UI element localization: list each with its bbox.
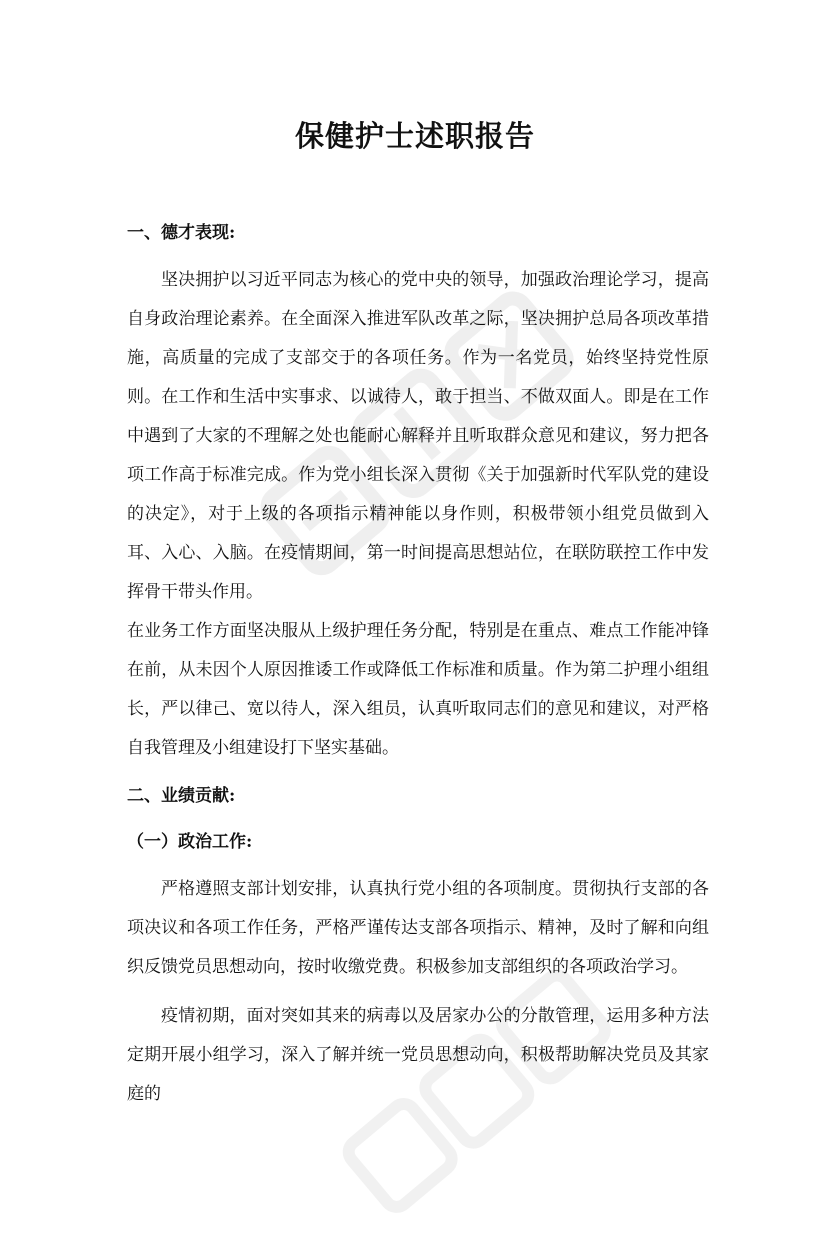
paragraph: 疫情初期，面对突如其来的病毒以及居家办公的分散管理，运用多种方法定期开展小组学习，深入了解并统一党员思想动向，积极帮助解决党员及其家庭的 <box>127 1006 709 1104</box>
section-heading-contribution: 二、业绩贡献: <box>127 786 236 806</box>
document-body <box>127 215 709 1114</box>
subsection-heading-political-work: （一）政治工作: <box>127 832 253 852</box>
paragraph: 坚决拥护以习近平同志为核心的党中央的领导，加强政治理论学习，提高自身政治理论素养。在全面深入推进军队改革之际，坚决拥护总局各项改革措施，高质量的完成了支部交于的各项任务。作为一名党员，始终坚持党性原则。在工作和生活中实事求、以诚待人，敢于担当、不做双面人。即是在工作中遇到了大家的不理解之处也能耐心解释并且听取群众意见和建议，努力把各项工作高于标准完成。作为党小组长深入贯彻《关于加强新时代军队党的建设的决定》，对于上级的各项指示精神能以身作则，积极带领小组党员做到入耳、入心、入脑。在疫情期间，第一时间提高思想站位，在联防联控工作中发挥骨干带头作用。 <box>127 270 709 602</box>
paragraph: 在业务工作方面坚决服从上级护理任务分配，特别是在重点、难点工作能冲锋在前，从未因个人原因推诿工作或降低工作标准和质量。作为第二护理小组组长，严以律己、宽以待人，深入组员，认真听取同志们的意见和建议，对严格自我管理及小组建设打下坚实基础。 <box>127 621 709 758</box>
document-title: 保健护士述职报告 <box>294 119 535 153</box>
paragraph: 严格遵照支部计划安排，认真执行党小组的各项制度。贯彻执行支部的各项决议和各项工作任务，严格严谨传达支部各项指示、精神，及时了解和向组织反馈党员思想动向，按时收缴党费。积极参加支部组织的各项政治学习。 <box>127 879 709 977</box>
section-heading-performance: 一、德才表现: <box>127 223 236 243</box>
